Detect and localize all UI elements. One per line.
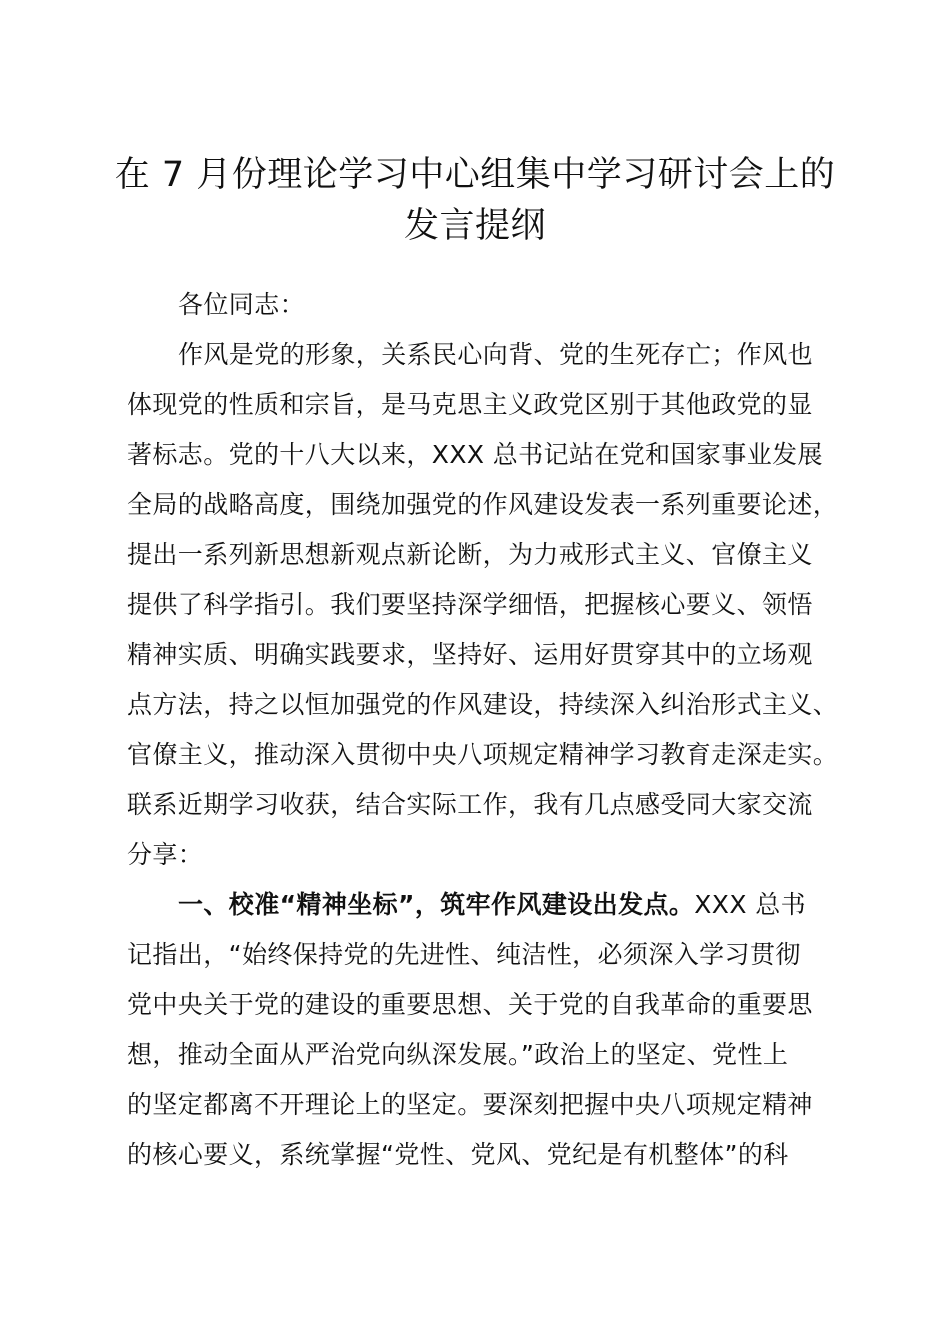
section-1-heading: 一、校准“精神坐标”，筑牢作风建设出发点。: [178, 890, 695, 919]
section-1-first-line: [127, 880, 857, 930]
paragraph-line: 点方法，持之以恒加强党的作风建设，持续深入纠治形式主义、: [127, 690, 839, 719]
paragraph-line: 提出一系列新思想新观点新论断，为力戒形式主义、官僚主义: [127, 540, 813, 569]
paragraph-line: 的核心要义，系统掌握“党性、党风、党纪是有机整体”的科: [127, 1140, 789, 1169]
paragraph-line: 体现党的性质和宗旨，是马克思主义政党区别于其他政党的显: [127, 390, 813, 419]
paragraph-line: 提供了科学指引。我们要坚持深学细悟，把握核心要义、领悟: [127, 590, 813, 619]
paragraph-line: 官僚主义，推动深入贯彻中央八项规定精神学习教育走深走实。: [127, 740, 839, 769]
paragraph-line: 党中央关于党的建设的重要思想、关于党的自我革命的重要思: [127, 990, 813, 1019]
section-1: [127, 880, 857, 1180]
section-1-first-line-rest: XXX 总书: [694, 890, 806, 919]
title-line-2: 发言提纲: [403, 206, 546, 246]
document-body: [127, 280, 857, 1180]
title-line-1: 在 7 月份理论学习中心组集中学习研讨会上的: [114, 155, 836, 195]
paragraph-line: 全局的战略高度，围绕加强党的作风建设发表一系列重要论述，: [127, 490, 839, 519]
paragraph-line: 作风是党的形象，关系民心向背、党的生死存亡；作风也: [178, 340, 814, 369]
paragraph-line: 想，推动全面从严治党向纵深发展。”政治上的坚定、党性上: [127, 1040, 789, 1069]
paragraph-line: 的坚定都离不开理论上的坚定。要深刻把握中央八项规定精神: [127, 1090, 813, 1119]
paragraph-line: 精神实质、明确实践要求，坚持好、运用好贯穿其中的立场观: [127, 640, 813, 669]
document-title: [100, 150, 850, 252]
salutation: 各位同志：: [178, 290, 306, 319]
paragraph-line: 著标志。党的十八大以来，XXX 总书记站在党和国家事业发展: [127, 440, 823, 469]
paragraph-line: 分享：: [127, 840, 204, 869]
paragraph-line: 联系近期学习收获，结合实际工作，我有几点感受同大家交流: [127, 790, 813, 819]
paragraph-intro: [127, 330, 857, 880]
paragraph-line: 记指出，“始终保持党的先进性、纯洁性，必须深入学习贯彻: [127, 940, 801, 969]
